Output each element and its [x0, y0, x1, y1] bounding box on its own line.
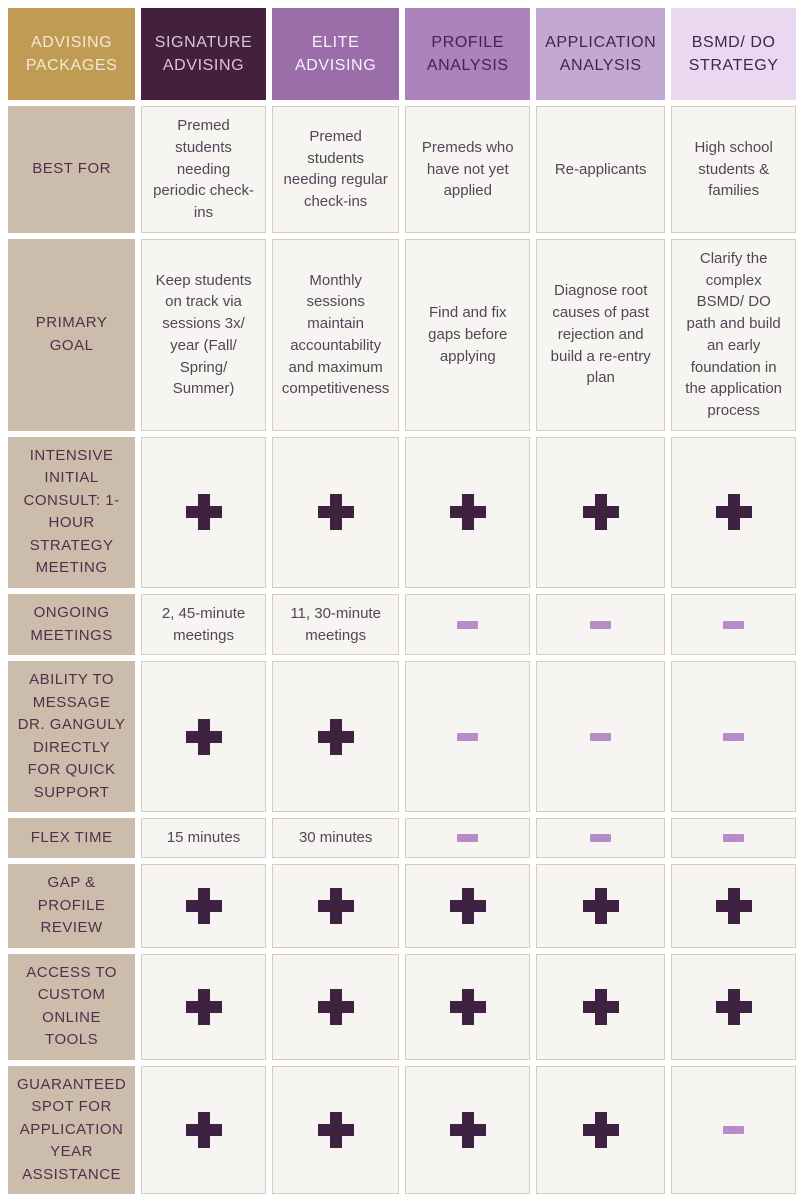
plus-icon — [318, 719, 354, 755]
plus-icon — [186, 494, 222, 530]
row-label: GAP & PROFILE REVIEW — [8, 864, 135, 948]
feature-text: Re-applicants — [554, 160, 647, 178]
feature-text: High school students & families — [694, 138, 773, 200]
feature-minus-cell — [405, 594, 530, 656]
feature-minus-cell — [671, 818, 796, 858]
row-label: ONGOING MEETINGS — [8, 594, 135, 656]
plus-icon — [186, 719, 222, 755]
feature-plus-cell — [536, 1066, 665, 1195]
feature-text-cell — [405, 106, 530, 233]
feature-plus-cell — [272, 954, 400, 1060]
feature-text-cell — [141, 106, 266, 233]
feature-text: Clarify the complex BSMD/ DO path and build an early foundation in the application process — [685, 249, 783, 419]
row-label: PRIMARY GOAL — [8, 239, 135, 431]
feature-text-cell — [405, 239, 530, 431]
plus-icon — [450, 888, 486, 924]
minus-icon — [723, 733, 744, 741]
plus-icon — [318, 1112, 354, 1148]
feature-text: Premeds who have not yet applied — [421, 138, 514, 200]
minus-icon — [723, 621, 744, 629]
minus-icon — [590, 733, 611, 741]
feature-plus-cell — [671, 864, 796, 948]
feature-minus-cell — [671, 1066, 796, 1195]
feature-text-cell — [141, 239, 266, 431]
feature-plus-cell — [536, 864, 665, 948]
plus-icon — [318, 888, 354, 924]
feature-plus-cell — [405, 1066, 530, 1195]
feature-text-cell — [141, 594, 266, 656]
feature-text-cell — [272, 818, 400, 858]
feature-text: Premed students needing regular check-ins — [283, 127, 388, 211]
feature-minus-cell — [671, 594, 796, 656]
column-header: SIGNATURE ADVISING — [141, 8, 266, 100]
feature-text: Monthly sessions maintain accountability and maximum competitiveness — [281, 271, 390, 398]
feature-text-cell — [272, 594, 400, 656]
feature-text: Diagnose root causes of past rejection and build a re-entry plan — [550, 282, 651, 387]
feature-plus-cell — [405, 864, 530, 948]
feature-text-cell — [536, 106, 665, 233]
plus-icon — [318, 989, 354, 1025]
feature-plus-cell — [141, 437, 266, 588]
feature-minus-cell — [405, 661, 530, 812]
feature-text-cell — [536, 239, 665, 431]
plus-icon — [186, 989, 222, 1025]
plus-icon — [583, 888, 619, 924]
column-header: ELITE ADVISING — [272, 8, 400, 100]
feature-plus-cell — [671, 437, 796, 588]
minus-icon — [457, 733, 478, 741]
feature-plus-cell — [141, 661, 266, 812]
feature-plus-cell — [272, 437, 400, 588]
feature-plus-cell — [141, 864, 266, 948]
feature-text: 2, 45-minute meetings — [161, 604, 246, 644]
minus-icon — [723, 1126, 744, 1134]
feature-text-cell — [671, 106, 796, 233]
feature-plus-cell — [272, 864, 400, 948]
feature-text: 15 minutes — [166, 829, 241, 847]
plus-icon — [716, 888, 752, 924]
feature-plus-cell — [671, 954, 796, 1060]
feature-minus-cell — [536, 661, 665, 812]
plus-icon — [583, 1112, 619, 1148]
minus-icon — [590, 834, 611, 842]
feature-plus-cell — [272, 1066, 400, 1195]
row-label: BEST FOR — [8, 106, 135, 233]
feature-text-cell — [272, 106, 400, 233]
feature-text-cell — [671, 239, 796, 431]
plus-icon — [450, 1112, 486, 1148]
feature-minus-cell — [536, 818, 665, 858]
feature-text-cell — [272, 239, 400, 431]
feature-plus-cell — [536, 437, 665, 588]
feature-plus-cell — [141, 954, 266, 1060]
row-label: INTENSIVE INITIAL CONSULT: 1-HOUR STRATEGY MEETING — [8, 437, 135, 588]
feature-plus-cell — [405, 437, 530, 588]
plus-icon — [450, 494, 486, 530]
feature-plus-cell — [272, 661, 400, 812]
plus-icon — [318, 494, 354, 530]
plus-icon — [716, 494, 752, 530]
column-header: BSMD/ DO STRATEGY — [671, 8, 796, 100]
minus-icon — [457, 834, 478, 842]
feature-text: Keep students on track via sessions 3x/ year (Fall/ Spring/ Summer) — [155, 271, 252, 398]
feature-text: Find and fix gaps before applying — [428, 304, 508, 365]
feature-minus-cell — [671, 661, 796, 812]
minus-icon — [723, 834, 744, 842]
feature-plus-cell — [536, 954, 665, 1060]
table-title-cell: ADVISING PACKAGES — [8, 8, 135, 100]
plus-icon — [186, 1112, 222, 1148]
row-label: ABILITY TO MESSAGE DR. GANGULY DIRECTLY FOR QUICK SUPPORT — [8, 661, 135, 812]
row-label: FLEX TIME — [8, 818, 135, 858]
feature-text-cell — [141, 818, 266, 858]
row-label: GUARANTEED SPOT FOR APPLICATION YEAR ASSISTANCE — [8, 1066, 135, 1195]
plus-icon — [583, 989, 619, 1025]
plus-icon — [450, 989, 486, 1025]
column-header: APPLICATION ANALYSIS — [536, 8, 665, 100]
plus-icon — [583, 494, 619, 530]
feature-plus-cell — [405, 954, 530, 1060]
feature-plus-cell — [141, 1066, 266, 1195]
column-header: PROFILE ANALYSIS — [405, 8, 530, 100]
feature-minus-cell — [405, 818, 530, 858]
plus-icon — [716, 989, 752, 1025]
feature-text: 30 minutes — [298, 829, 373, 847]
row-label: ACCESS TO CUSTOM ONLINE TOOLS — [8, 954, 135, 1060]
feature-minus-cell — [536, 594, 665, 656]
minus-icon — [590, 621, 611, 629]
plus-icon — [186, 888, 222, 924]
minus-icon — [457, 621, 478, 629]
feature-text: Premed students needing periodic check-ins — [153, 117, 254, 221]
feature-text: 11, 30-minute meetings — [290, 604, 381, 644]
